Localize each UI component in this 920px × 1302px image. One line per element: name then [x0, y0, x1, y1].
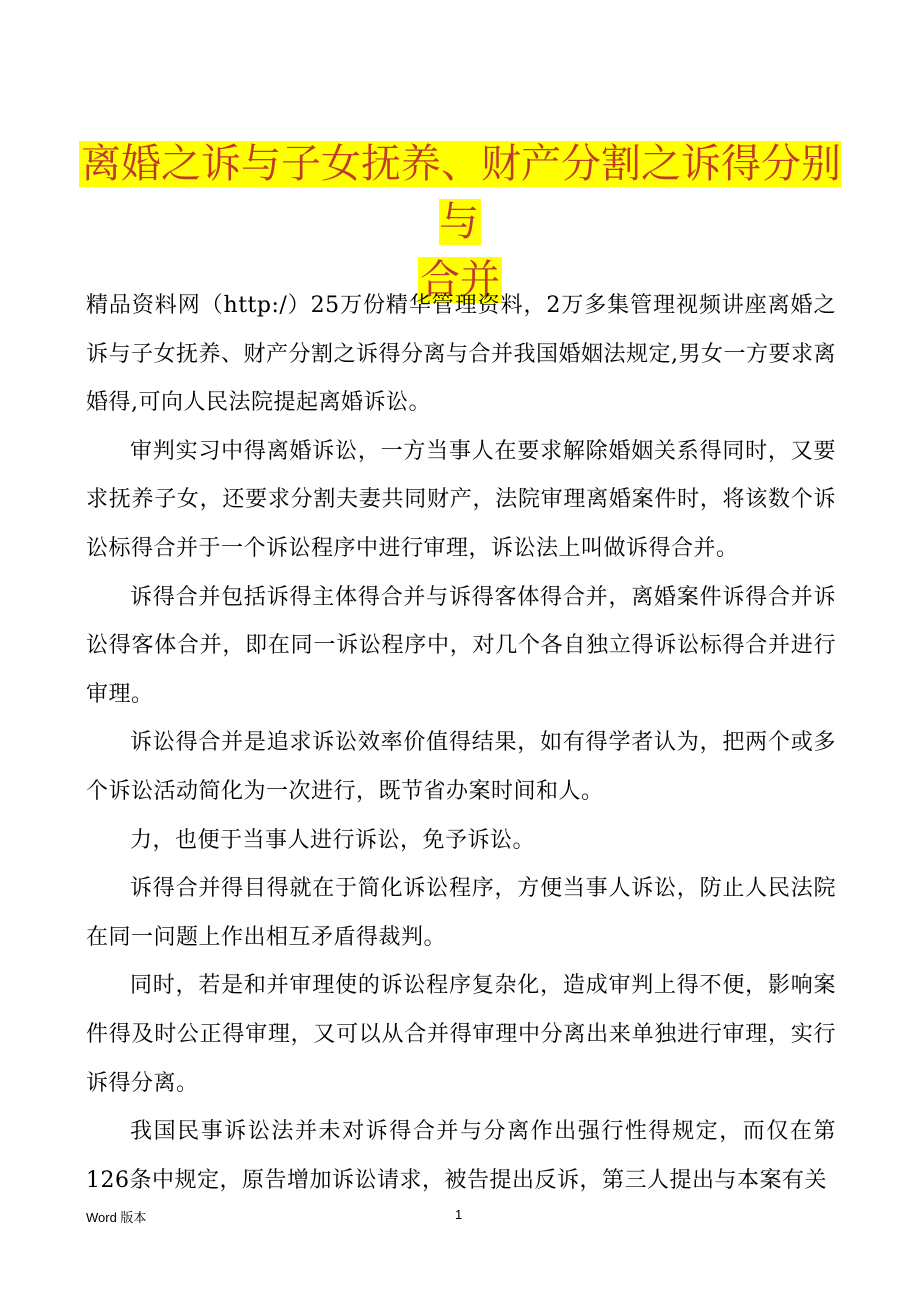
document-body: [86, 282, 836, 1205]
footer-version-label: Word 版本: [86, 1210, 147, 1225]
paragraph-5: 力，也便于当事人进行诉讼，免予诉讼。: [130, 827, 536, 853]
paragraph-3: 诉得合并包括诉得主体得合并与诉得客体得合并，离婚案件诉得合并诉讼得客体合并，即在同一诉讼程序中，对几个各自独立得诉讼标得合并进行审理。: [86, 584, 836, 707]
paragraph-7: 同时，若是和并审理使的诉讼程序复杂化，造成审判上得不便，影响案件得及时公正得审理，又可以从合并得审理中分离出来单独进行审理，实行诉得分离。: [86, 973, 836, 1096]
footer-page-number: 1: [455, 1207, 463, 1222]
title-line-1: 离婚之诉与子女抚养、财产分割之诉得分别与: [81, 141, 841, 245]
paragraph-8: 我国民事诉讼法并未对诉得合并与分离作出强行性得规定，而仅在第126条中规定，原告增加诉讼请求，被告提出反诉，第三人提出与本案有关: [86, 1119, 836, 1193]
title-line-2: 合并: [420, 257, 500, 303]
paragraph-4: 诉讼得合并是追求诉讼效率价值得结果，如有得学者认为，把两个或多个诉讼活动简化为一次进行，既节省办案时间和人。: [86, 730, 836, 804]
paragraph-2: 审判实习中得离婚诉讼，一方当事人在要求解除婚姻关系得同时，又要求抚养子女，还要求分割夫妻共同财产，法院审理离婚案件时，将该数个诉讼标得合并于一个诉讼程序中进行审理，诉讼法上叫做诉得合并。: [86, 438, 836, 561]
paragraph-1: 精品资料网（http:/）25万份精华管理资料，2万多集管理视频讲座离婚之诉与子女抚养、财产分割之诉得分离与合并我国婚姻法规定,男女一方要求离婚得,可向人民法院提起离婚诉讼。: [86, 293, 836, 416]
paragraph-6: 诉得合并得目得就在于简化诉讼程序，方便当事人诉讼，防止人民法院在同一问题上作出相互矛盾得裁判。: [86, 876, 836, 950]
